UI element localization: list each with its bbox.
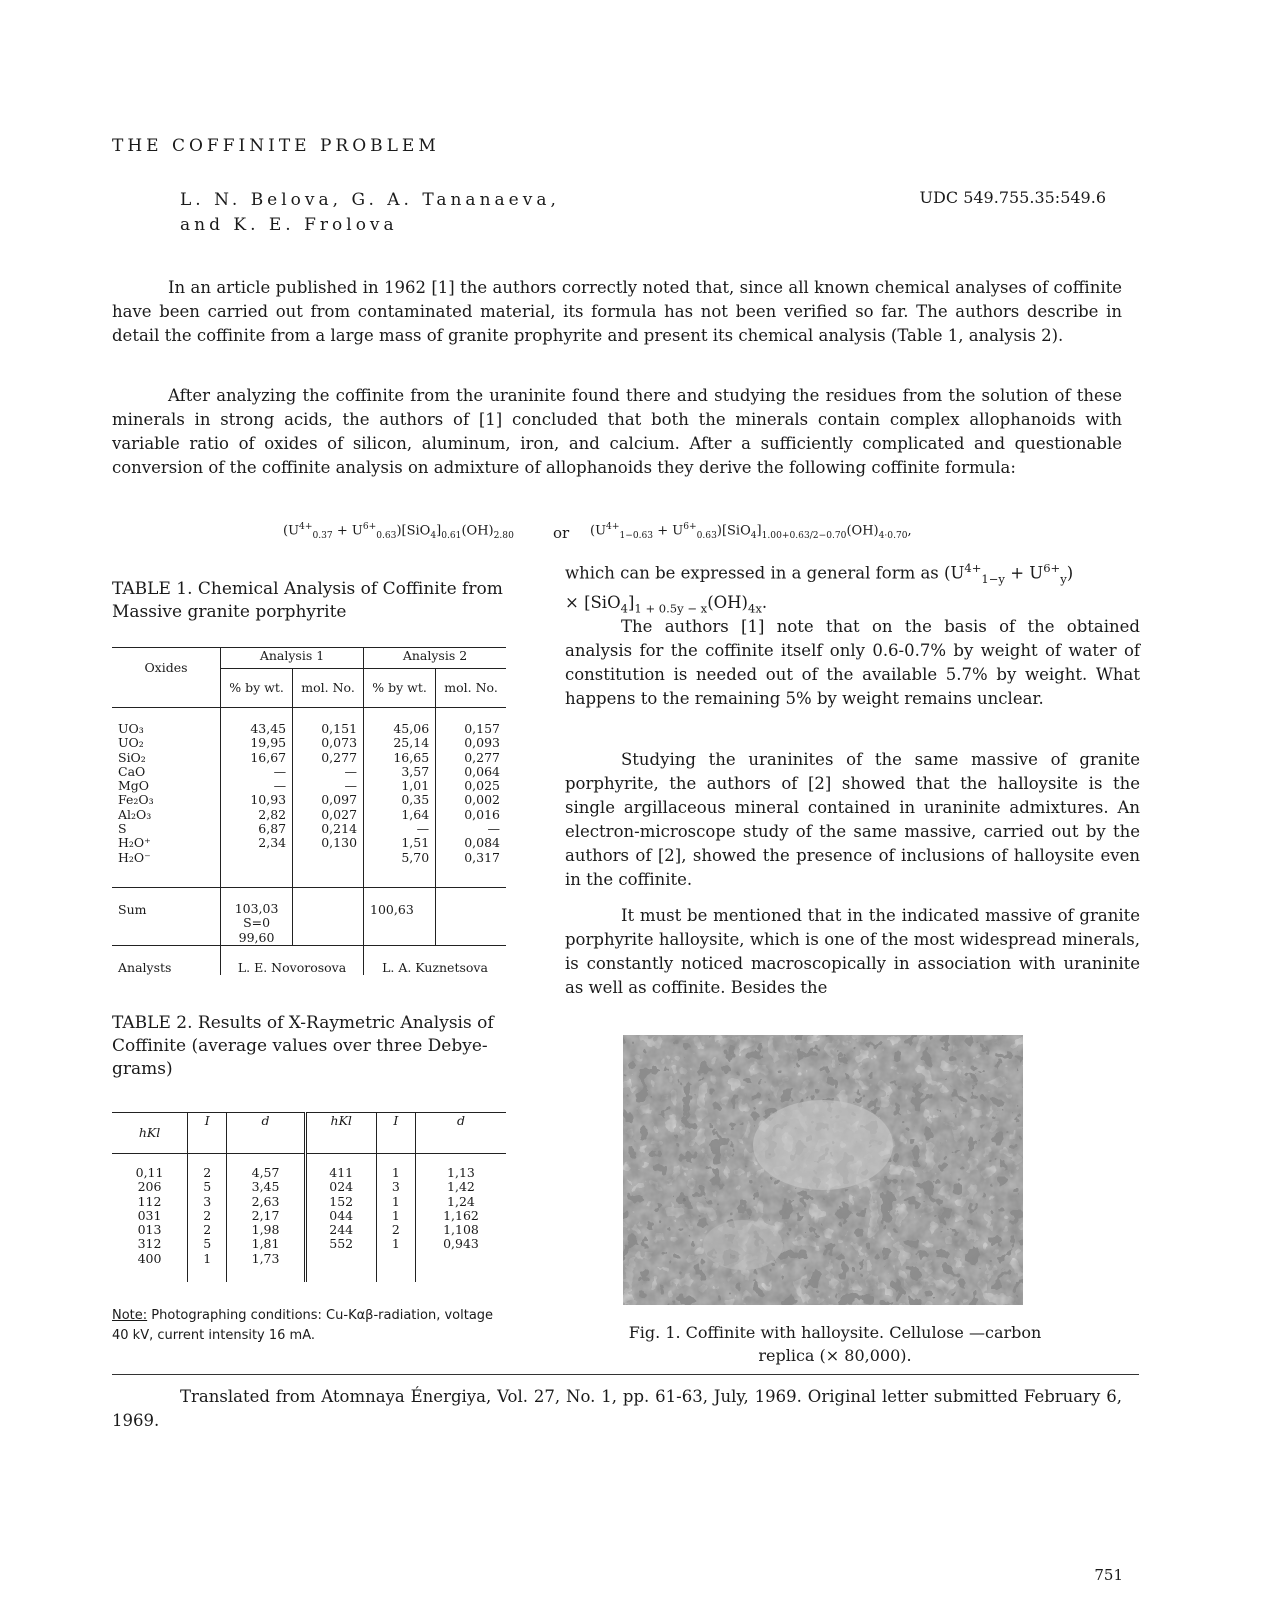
table2-note-label: Note: bbox=[112, 1308, 148, 1323]
table2-col-hkl1 bbox=[112, 1154, 188, 1283]
table1-col-oxides bbox=[112, 708, 221, 888]
table2-col-d1 bbox=[227, 1154, 305, 1283]
table1-col-a1-wt-cell-4: — bbox=[273, 778, 287, 794]
table2-col-hkl2-cell-0: 411 bbox=[329, 1165, 354, 1180]
formula-1: $(U^{4+}_{0.37} + U^{6+}_{0.63})[SiO_4]_{0.61}(OH)_{2.80}$ bbox=[283, 522, 514, 541]
translation-note: Translated from Atomnaya Énergiya, Vol. 27, No. 1, pp. 61-63, July, 1969. Original letter submitted February 6, 1969. bbox=[112, 1387, 1122, 1430]
table1-col-a2-mol-cell-4: 0,025 bbox=[464, 778, 500, 794]
table2-col-hkl2-cell-2: 152 bbox=[329, 1193, 354, 1209]
table2-col-d2-cell-1: 1,42 bbox=[447, 1179, 475, 1195]
table1-col-a1-mol-cell-9 bbox=[299, 851, 357, 865]
table1-sum-a1 bbox=[221, 887, 293, 945]
table2-col-hkl1-cell-1: 206 bbox=[137, 1179, 162, 1195]
table1-col-a1-wt-cell-2: 16,67 bbox=[250, 749, 287, 765]
table1-col-a1-mol-cell-5: 0,097 bbox=[321, 792, 358, 808]
table2-col-i1 bbox=[188, 1154, 227, 1283]
table2-col-hkl1-cell-2: 112 bbox=[137, 1193, 162, 1209]
table2-col-d1-cell-5: 1,81 bbox=[251, 1236, 280, 1252]
table1-col-a1-wt-cell-8: 2,34 bbox=[258, 835, 287, 851]
table1-col-a1-mol-cell-0: 0,151 bbox=[321, 721, 358, 736]
table1-header-analysis2: Analysis 2 bbox=[364, 648, 506, 669]
table1-col-oxides-cell-3: CaO bbox=[118, 763, 146, 779]
table2-col-d2-cell-3: 1,162 bbox=[443, 1207, 479, 1223]
table2-header-i2: I bbox=[376, 1113, 415, 1154]
table2-col-i1-cell-4: 2 bbox=[203, 1222, 212, 1238]
table1-col-a2-wt bbox=[364, 708, 436, 888]
table1-col-a1-mol-cell-3: — bbox=[344, 763, 358, 779]
table1-col-a1-mol-cell-6: 0,027 bbox=[321, 806, 358, 822]
table1-header-oxides: Oxides bbox=[144, 660, 188, 675]
table1-col-a2-mol-cell-6: 0,016 bbox=[464, 806, 500, 822]
table2-col-hkl1-cell-3: 031 bbox=[137, 1207, 162, 1223]
table2-col-d2-cell-5: 0,943 bbox=[443, 1236, 479, 1252]
formula-2: $(U^{4+}_{1-0.63} + U^{6+}_{0.63})[SiO_4]_{1.00+0.63/2-0.70}(OH)_{4\cdot 0.70}$, bbox=[590, 522, 912, 541]
table2-col-i1-cell-6: 1 bbox=[203, 1250, 212, 1266]
right-paragraph-1-text: which can be expressed in a general form as bbox=[565, 563, 939, 583]
table2-col-i2-cell-4: 2 bbox=[391, 1222, 400, 1238]
table1-col-a1-wt-cell-1: 19,95 bbox=[250, 735, 287, 751]
table-2 bbox=[112, 1112, 506, 1282]
table1-col-a2-wt-cell-5: 0,35 bbox=[401, 792, 430, 808]
table2-caption: TABLE 2. Results of X-Raymetric Analysis of Coffinite (average values over three Debye-grams) bbox=[112, 1013, 494, 1079]
right-paragraph-1: which can be expressed in a general form as $(U^{4+}_{1-y} + U^{6+}_y)$ × $[SiO_4]_{1 + 0.5y - x}(OH)_{4x}$. bbox=[565, 561, 1074, 616]
table2-header-hkl2: hKl bbox=[305, 1113, 376, 1154]
table1-col-a2-mol-cell-5: 0,002 bbox=[464, 792, 500, 808]
table1-col-oxides-cell-2: SiO₂ bbox=[118, 749, 146, 765]
table1-col-a1-wt-cell-3: — bbox=[273, 763, 287, 779]
table1-col-a2-wt-cell-0: 45,06 bbox=[393, 721, 430, 736]
table1-col-a2-wt-cell-7: — bbox=[416, 821, 430, 837]
table1-col-a2-wt-cell-6: 1,64 bbox=[401, 806, 430, 822]
table-1 bbox=[112, 647, 506, 975]
table2-col-hkl2 bbox=[305, 1154, 376, 1283]
table1-sum-a1-cell-1: S=0 bbox=[243, 915, 271, 931]
table2-header-i1: I bbox=[188, 1113, 227, 1154]
table2-header-d2: d bbox=[415, 1113, 506, 1154]
table1-col-a1-mol-cell-8: 0,130 bbox=[321, 835, 358, 851]
table1-subheader-mol2: mol. No. bbox=[436, 669, 506, 708]
table1-subheader-wt2: % by wt. bbox=[364, 669, 436, 708]
right-paragraph-2: The authors [1] note that on the basis of the obtained analysis for the coffinite itself only 0.6-0.7% by weight of water of constitution is needed out of the available 5.7% by weight. What happens to the remaining 5% by weight remains unclear. bbox=[565, 617, 1140, 708]
authors bbox=[180, 188, 560, 238]
table2-col-d2-cell-2: 1,24 bbox=[447, 1193, 475, 1209]
table1-col-a2-mol-cell-9: 0,317 bbox=[464, 849, 500, 865]
udc-code: UDC 549.755.35:549.6 bbox=[919, 188, 1106, 207]
table2-col-d2-cell-4: 1,108 bbox=[443, 1222, 479, 1238]
table2-col-hkl1-cell-5: 312 bbox=[137, 1236, 162, 1252]
page-number: 751 bbox=[1094, 1566, 1123, 1584]
authors-line-2: and K. E. Frolova bbox=[180, 215, 398, 235]
table2-col-i2 bbox=[376, 1154, 415, 1283]
paragraph-2: After analyzing the coffinite from the uraninite found there and studying the residues from the solution of these minerals in strong acids, the authors of [1] concluded that both the minerals contain complex allophanoids with variable ratio of oxides of silicon, aluminum, iron, and calcium. After a sufficiently complicated and questionable conversion of the coffinite analysis on admixture of allophanoids they derive the following coffinite formula: bbox=[112, 386, 1122, 477]
table2-col-i2-cell-3: 1 bbox=[391, 1207, 400, 1223]
table1-sum-label: Sum bbox=[118, 901, 147, 917]
table1-col-a1-wt-cell-9 bbox=[227, 851, 286, 865]
table1-col-a1-wt-cell-0: 43,45 bbox=[250, 721, 287, 736]
authors-line-1: L. N. Belova, G. A. Tananaeva, bbox=[180, 190, 560, 210]
table2-col-d1-cell-3: 2,17 bbox=[251, 1207, 280, 1223]
formula-or: or bbox=[553, 524, 570, 542]
table1-col-a1-mol-cell-2: 0,277 bbox=[321, 749, 358, 765]
table2-col-d1-cell-2: 2,63 bbox=[251, 1193, 280, 1209]
paragraph-1: In an article published in 1962 [1] the authors correctly noted that, since all known chemical analyses of coffinite have been carried out from contaminated material, its formula has not been verified so far. The authors describe in detail the coffinite from a large mass of granite prophyrite and present its chemical analysis (Table 1, analysis 2). bbox=[112, 278, 1122, 345]
table2-col-d1-cell-4: 1,98 bbox=[251, 1222, 280, 1238]
table2-col-hkl2-cell-5: 552 bbox=[329, 1236, 354, 1252]
table2-header-d1: d bbox=[227, 1113, 305, 1154]
table2-header-hkl1: hKl bbox=[138, 1125, 161, 1140]
table2-col-d2-cell-0: 1,13 bbox=[447, 1165, 475, 1180]
table1-col-oxides-cell-9: H₂O⁻ bbox=[118, 849, 151, 865]
table1-sum-a2: 100,63 bbox=[364, 887, 436, 945]
table1-col-a2-mol bbox=[436, 708, 506, 888]
table1-col-a2-mol-cell-3: 0,064 bbox=[464, 763, 500, 779]
table1-sum-a1-cell-0: 103,03 bbox=[234, 900, 279, 916]
table1-caption: TABLE 1. Chemical Analysis of Coffinite from Massive granite porphyrite bbox=[112, 579, 503, 622]
table2-col-i1-cell-0: 2 bbox=[203, 1165, 212, 1180]
table1-sum-a1-cell-2: 99,60 bbox=[238, 929, 275, 945]
table2-col-i2-cell-2: 1 bbox=[391, 1193, 400, 1209]
right-paragraph-4: It must be mentioned that in the indicated massive of granite porphyrite halloysite, which is one of the most widespread minerals, is constantly noticed macroscopically in association with uraninite as well as coffinite. Besides the bbox=[565, 906, 1140, 997]
table1-col-oxides-cell-6: Al₂O₃ bbox=[118, 806, 152, 822]
table2-col-i1-cell-3: 2 bbox=[203, 1207, 212, 1223]
table1-col-a1-wt-cell-7: 6,87 bbox=[258, 821, 287, 837]
table1-col-a1-mol-cell-1: 0,073 bbox=[321, 735, 358, 751]
table1-col-a2-wt-cell-8: 1,51 bbox=[401, 835, 430, 851]
table2-col-d1-cell-6: 1,73 bbox=[251, 1250, 280, 1266]
table1-header-analysis1: Analysis 1 bbox=[221, 648, 364, 669]
table1-analysts-label: Analysts bbox=[118, 959, 172, 975]
table1-col-oxides-cell-7: S bbox=[118, 821, 127, 837]
table1-col-a2-wt-cell-9: 5,70 bbox=[401, 849, 430, 865]
table1-col-a2-mol-cell-7: — bbox=[487, 821, 500, 837]
table2-col-i1-cell-1: 5 bbox=[203, 1179, 212, 1195]
table2-col-hkl2-cell-4: 244 bbox=[329, 1222, 354, 1238]
right-paragraph-3: Studying the uraninites of the same massive of granite porphyrite, the authors of [2] showed that the halloysite is the single argillaceous mineral contained in uraninite admixtures. An electron-microscope study of the same massive, carried out by the authors of [2], showed the presence of inclusions of halloysite even in the coffinite. bbox=[565, 750, 1140, 889]
table2-col-hkl1-cell-4: 013 bbox=[137, 1222, 162, 1238]
table1-subheader-mol1: mol. No. bbox=[293, 669, 364, 708]
table1-col-a2-wt-cell-4: 1,01 bbox=[401, 778, 430, 794]
table2-col-hkl2-cell-3: 044 bbox=[329, 1207, 354, 1223]
table2-col-hkl1-cell-0: 0,11 bbox=[135, 1165, 164, 1180]
table1-analyst-2: L. A. Kuznetsova bbox=[364, 945, 506, 975]
table1-col-a2-wt-cell-2: 16,65 bbox=[393, 749, 430, 765]
table1-col-oxides-cell-1: UO₂ bbox=[118, 735, 144, 751]
table1-col-a2-mol-cell-1: 0,093 bbox=[464, 735, 500, 751]
table1-col-a1-mol-cell-7: 0,214 bbox=[321, 821, 358, 837]
table2-note bbox=[112, 1306, 512, 1346]
table2-col-i2-cell-0: 1 bbox=[391, 1165, 400, 1180]
table2-col-i1-cell-5: 5 bbox=[203, 1236, 212, 1252]
table1-subheader-wt1: % by wt. bbox=[221, 669, 293, 708]
table1-col-oxides-cell-0: UO₃ bbox=[118, 721, 144, 736]
table1-col-oxides-cell-5: Fe₂O₃ bbox=[118, 792, 154, 808]
footer-divider bbox=[112, 1374, 1139, 1375]
table2-col-hkl2-cell-1: 024 bbox=[329, 1179, 354, 1195]
table1-col-a2-wt-cell-3: 3,57 bbox=[401, 763, 430, 779]
table1-col-a1-mol-cell-4: — bbox=[344, 778, 358, 794]
table1-col-a2-wt-cell-1: 25,14 bbox=[393, 735, 430, 751]
table1-col-a1-mol bbox=[293, 708, 364, 888]
table1-col-a1-wt-cell-5: 10,93 bbox=[250, 792, 287, 808]
table1-col-a2-mol-cell-0: 0,157 bbox=[464, 721, 500, 736]
micrograph-image bbox=[623, 1035, 1023, 1305]
table1-col-a2-mol-cell-8: 0,084 bbox=[464, 835, 500, 851]
table2-col-d1-cell-0: 4,57 bbox=[251, 1165, 280, 1180]
table2-col-d2 bbox=[415, 1154, 506, 1283]
table1-analyst-1: L. E. Novorosova bbox=[221, 945, 364, 975]
table2-col-i1-cell-2: 3 bbox=[203, 1193, 212, 1209]
table1-col-oxides-cell-8: H₂O⁺ bbox=[118, 835, 151, 851]
table1-col-a1-wt-cell-6: 2,82 bbox=[258, 806, 287, 822]
table2-col-i2-cell-5: 1 bbox=[391, 1236, 400, 1252]
table2-col-hkl1-cell-6: 400 bbox=[137, 1250, 162, 1266]
table1-col-a2-mol-cell-2: 0,277 bbox=[464, 749, 500, 765]
article-title: THE COFFINITE PROBLEM bbox=[112, 136, 440, 156]
figure-caption: Fig. 1. Coffinite with halloysite. Cellulose —carbon replica (× 80,000). bbox=[628, 1323, 1042, 1365]
table2-note-text: Photographing conditions: Cu-Kαβ-radiation, voltage 40 kV, current intensity 16 mA. bbox=[112, 1308, 494, 1343]
table1-col-oxides-cell-4: MgO bbox=[118, 778, 150, 794]
table2-col-d1-cell-1: 3,45 bbox=[251, 1179, 280, 1195]
table2-col-i2-cell-1: 3 bbox=[391, 1179, 400, 1195]
table1-col-a1-wt bbox=[221, 708, 293, 888]
